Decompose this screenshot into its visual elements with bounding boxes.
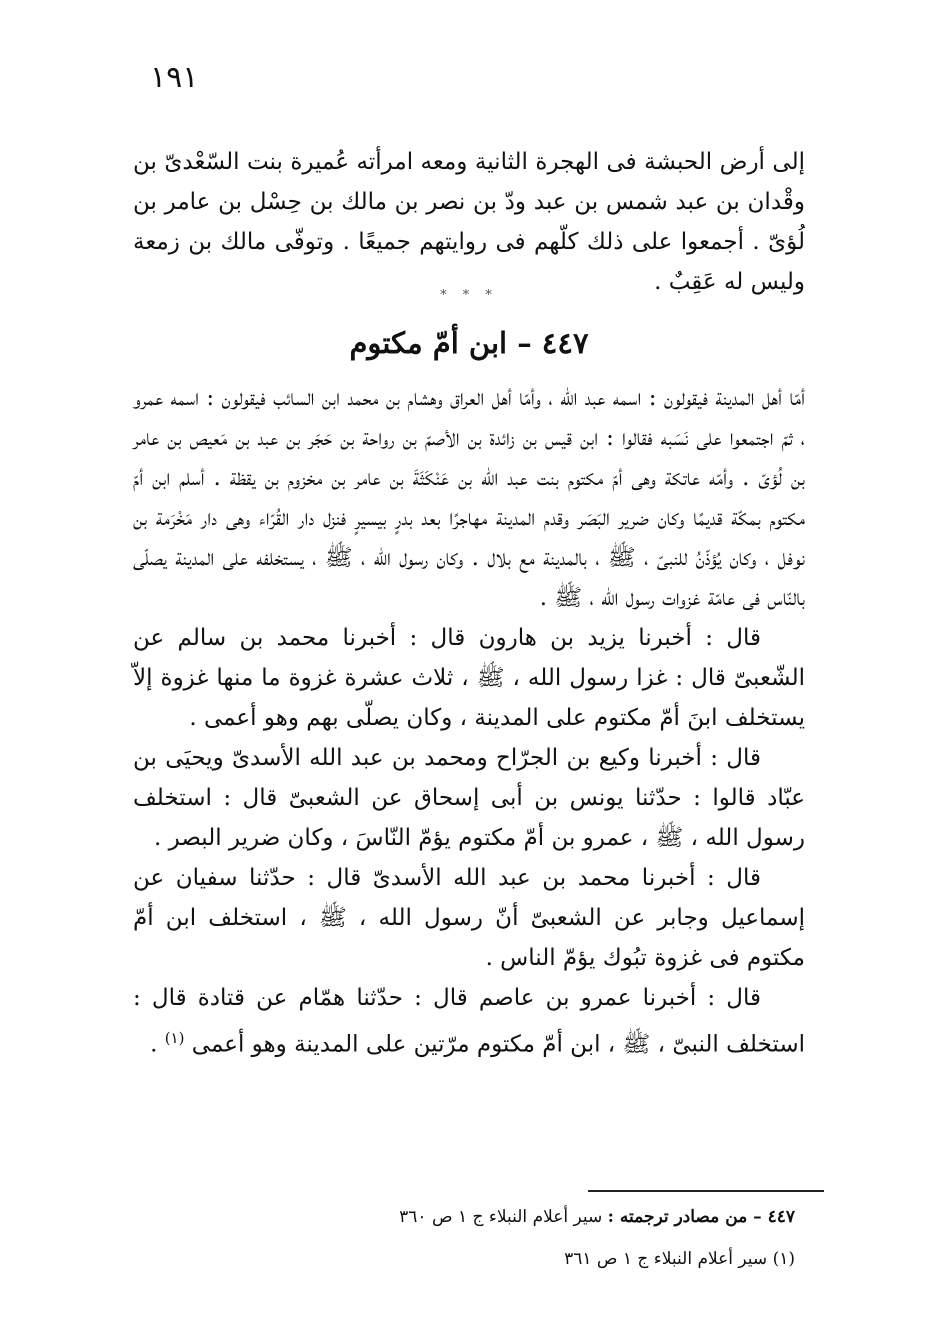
- paragraph: أمّا أهل المدينة فيقولون : اسمه عبد الله ، وأمّا أهل العراق وهشام بن محمد ابن السائب فيقولون : اسمه عمرو ، ثمّ اجتمعوا على نَسَبه فقالوا : ابن قيس بن زائدة بن الأصمّ بن رواحة بن حَجَر بن عبد بن مَعيص بن عامر بن لُؤىّ . وأمّه عاتكة وهى أمّ مكتوم بنت عبد الله بن عَنْكَثَةَ بن عامر بن مخزوم بن يقظة . أسلم ابن أمّ مكتوم بمكّة قديمًا وكان ضرير البَصَر وقدم المدينة مهاجرًا بعد بدرٍ بيسيرٍ فنزل دار القُرّاء وهى دار مَخْرَمة بن نوفل ، وكان يُؤذّنُ للنبىّ ، ﷺ ، بالمدينة مع بلال . وكان رسول الله ، ﷺ ، يستخلفه على المدينة يصلّى بالنّاس فى عامّة غزوات رسول الله ، ﷺ .: [133, 385, 805, 611]
- paragraph: قال : أخبرنا وكيع بن الجرّاح ومحمد بن عبد الله الأسدىّ ويحيَى بن عبّاد قالوا : حدّثنا يونس بن أبى إسحاق عن الشعبىّ قال : استخلف رسول الله ، ﷺ ، عمرو بن أمّ مكتوم يؤمّ النّاسَ ، وكان ضرير البصر .: [133, 745, 805, 851]
- footnotes: [133, 1202, 805, 1286]
- final-period: .: [150, 1031, 165, 1058]
- footnote-marker: (١): [164, 1029, 185, 1047]
- intro-paragraph-block: [133, 142, 805, 302]
- paragraph-text: قال : أخبرنا عمرو بن عاصم قال : حدّثنا همّام عن قتادة قال : استخلف النبىّ ، ﷺ ، ابن أمّ مكتوم مرّتين على المدينة وهو أعمى: [133, 985, 805, 1058]
- sources-label: ٤٤٧ – من مصادر ترجمته :: [607, 1207, 795, 1227]
- sources-text: سير أعلام النبلاء ج ١ ص ٣٦٠: [399, 1207, 608, 1227]
- intro-paragraph: إلى أرض الحبشة فى الهجرة الثانية ومعه امرأته عُميرة بنت السّعْدىّ بن وقْدان بن عبد شمس بن عبد ودّ بن نصر بن مالك بن حِسْل بن عامر بن لُؤىّ . أجمعوا على ذلك كلّهم فى روايتهم جميعًا . وتوفّى مالك بن زمعة وليس له عَقِبٌ .: [133, 149, 805, 295]
- footnote-divider: [588, 1190, 824, 1192]
- entry-title: ٤٤٧ – ابن أمّ مكتوم: [349, 326, 589, 360]
- footnote-1: (١) سير أعلام النبلاء ج ١ ص ٣٦١: [564, 1249, 795, 1269]
- paragraph: قال : أخبرنا يزيد بن هارون قال : أخبرنا محمد بن سالم عن الشّعبىّ قال : غزا رسول الله ، ﷺ ، ثلاث عشرة غزوة ما منها غزوة إلاّ يستخلف ابنَ أمّ مكتوم على المدينة ، وكان يصلّى بهم وهو أعمى .: [133, 625, 805, 731]
- sources-footnote: [133, 1202, 805, 1232]
- paragraph: قال : أخبرنا محمد بن عبد الله الأسدىّ قال : حدّثنا سفيان عن إسماعيل وجابر عن الشعبىّ أنّ رسول الله ، ﷺ ، استخلف ابن أمّ مكتوم فى غزوة تبُوك يؤمّ الناس .: [133, 865, 805, 971]
- paragraph-last: [133, 978, 805, 1065]
- page-number: ١٩١: [150, 60, 199, 95]
- entry-body: [133, 378, 805, 1065]
- section-separator: * * *: [440, 288, 498, 303]
